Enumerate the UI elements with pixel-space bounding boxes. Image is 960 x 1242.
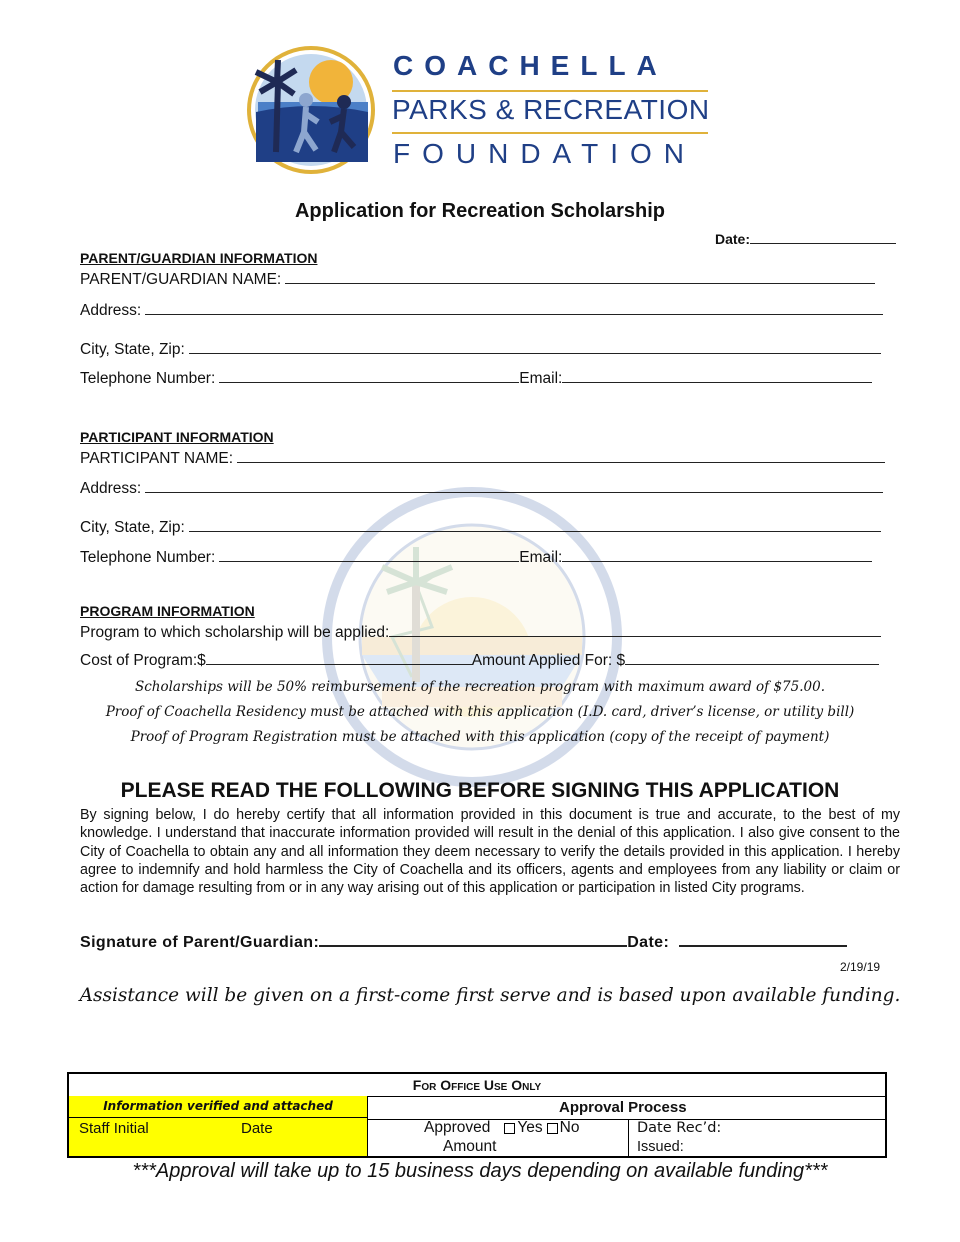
scholarship-note: Scholarships will be 50% reimbursement of the recreation program with maximum award of $75.00. [134,679,825,695]
parent-city-field[interactable] [80,339,881,359]
program-cost-field[interactable] [80,650,879,670]
program-cost-line[interactable] [206,650,472,665]
parent-name-line[interactable] [285,269,875,284]
signature-line[interactable] [319,930,627,947]
assistance-note: Assistance will be given on a first-come first serve and is based upon available funding. [79,985,901,1006]
participant-address-line[interactable] [145,478,883,493]
parent-phone-field[interactable] [80,368,872,388]
office-use-box [67,1072,887,1158]
registration-note: Proof of Program Registration must be attached with this application (copy of the receipt of payment) [130,729,830,745]
participant-address-field[interactable] [80,478,883,498]
yes-label: Yes [517,1119,543,1136]
participant-section-heading: PARTICIPANT INFORMATION [80,429,274,445]
participant-name-label: PARTICIPANT NAME: [80,450,234,467]
staff-initial-label: Staff Initial [79,1120,149,1137]
form-version: 2/19/19 [840,960,881,974]
date-label: Date: [715,231,751,247]
office-use-heading: For Office Use Only [69,1074,885,1097]
certification-paragraph: By signing below, I do hereby certify that all information provided in this document is true and accurate, to the best of my knowledge. I understand that inaccurate information provided will result in the denial of this application. I also give consent to the City of Coachella to obtain any and all information they deem necessary to verify the details provided in this application. I hereby agree to indemnify and hold harmless the City of Coachella and its officers, agents and employees from any liability or claim or action for damage resulting from or in any way arising out of this application or participation in listed City programs. [80,807,900,897]
participant-email-label: Email: [519,549,563,566]
signature-date-line[interactable] [679,930,847,947]
date-recd-divider [628,1119,629,1156]
parent-city-line[interactable] [189,339,881,354]
parent-name-label: PARENT/GUARDIAN NAME: [80,271,282,288]
program-name-label: Program to which scholarship will be applied: [80,624,390,641]
participant-phone-label: Telephone Number: [80,549,216,566]
participant-phone-field[interactable] [80,547,872,567]
parent-name-field[interactable] [80,269,875,289]
program-section-heading: PROGRAM INFORMATION [80,603,255,619]
signature-date-label: Date: [627,934,670,951]
parent-email-label: Email: [519,370,563,387]
parent-city-label: City, State, Zip: [80,341,185,358]
participant-address-label: Address: [80,480,142,497]
approval-timeline-note: ***Approval will take up to 15 business days depending on available funding*** [132,1160,828,1182]
document-title: Application for Recreation Scholarship [294,200,666,222]
issued-label: Issued: [637,1139,684,1155]
date-recd-label: Date Rec’d: [637,1120,722,1136]
amount-label: Amount [443,1138,497,1155]
participant-name-field[interactable] [80,448,885,468]
logo-divider-bottom [392,132,708,134]
amount-applied-line[interactable] [625,650,879,665]
participant-city-field[interactable] [80,517,881,537]
parent-address-label: Address: [80,302,142,319]
residency-note: Proof of Coachella Residency must be attached with this application (I.D. card, driver’s license, or utility bill) [105,704,855,720]
program-name-line[interactable] [389,622,881,637]
date-fill-line[interactable] [750,229,896,244]
yes-checkbox[interactable] [504,1123,515,1134]
office-date-label: Date [241,1120,273,1137]
parent-address-field[interactable] [80,300,883,320]
office-verification-cell [69,1096,368,1156]
program-name-field[interactable] [80,622,881,642]
no-label: No [559,1119,580,1136]
approval-process-label: Approval Process [559,1099,687,1116]
logo-divider-top [392,90,708,92]
logo-wordmark-foundation: FOUNDATION [393,138,697,169]
parent-phone-label: Telephone Number: [80,370,216,387]
parent-email-line[interactable] [562,368,872,383]
parent-address-line[interactable] [145,300,883,315]
parent-section-heading: PARENT/GUARDIAN INFORMATION [80,250,318,266]
logo-wordmark-coachella: COACHELLA [393,50,668,81]
signature-label: Signature of Parent/Guardian: [80,934,320,951]
logo-wordmark-parks: PARKS & RECREATION [392,94,710,125]
participant-city-line[interactable] [189,517,881,532]
approved-row [424,1119,579,1137]
participant-name-line[interactable] [237,448,885,463]
participant-phone-line[interactable] [219,547,519,562]
amount-applied-label: Amount Applied For: $ [471,652,626,669]
signature-field[interactable] [80,930,847,952]
info-verified-label: Information verified and attached [69,1099,367,1118]
participant-city-label: City, State, Zip: [80,519,185,536]
parent-phone-line[interactable] [219,368,519,383]
program-cost-label: Cost of Program:$ [80,652,206,669]
date-field[interactable] [715,229,896,247]
participant-email-line[interactable] [562,547,872,562]
read-before-signing-heading: PLEASE READ THE FOLLOWING BEFORE SIGNING THIS APPLICATION [120,779,840,802]
no-checkbox[interactable] [547,1123,558,1134]
approved-label: Approved [424,1119,491,1136]
foundation-logo-emblem [246,42,376,177]
